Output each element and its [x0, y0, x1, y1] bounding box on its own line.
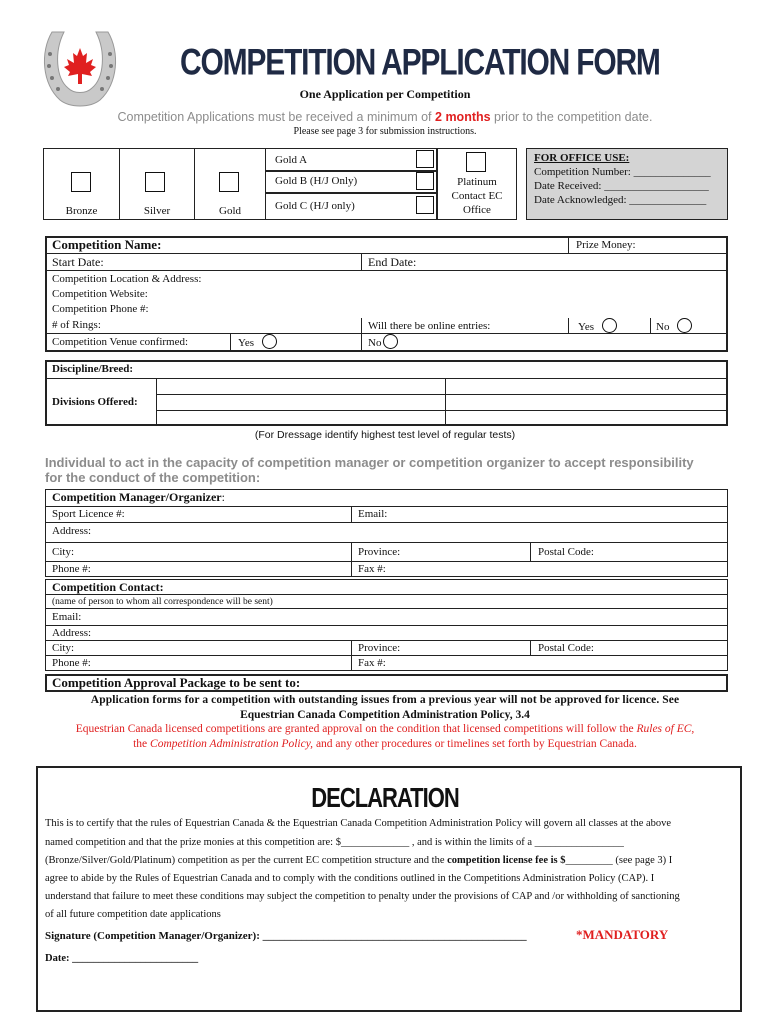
gold-c-label: Gold C (H/J only)	[275, 200, 355, 212]
prize-money-label: Prize Money:	[576, 239, 636, 251]
gold-a-label: Gold A	[275, 154, 308, 166]
divider	[45, 542, 728, 543]
approval-heading: Competition Approval Package to be sent to:	[52, 675, 301, 690]
gold-label: Gold	[219, 205, 241, 217]
manager-city: City:	[52, 546, 75, 558]
licensed-text-2: the	[133, 738, 151, 750]
declaration-line2: named competition and that the prize monies at this competition are: $_____________ , and is within the limits of a _________________	[45, 837, 624, 848]
license-fee-label: competition license fee is $	[447, 855, 566, 866]
discipline-table	[45, 360, 728, 426]
divider	[230, 333, 231, 352]
manager-address: Address:	[52, 525, 92, 537]
contact-city: City:	[52, 642, 75, 654]
manager-intro: Individual to act in the capacity of competition manager or competition organizer to accept responsibility for the conduct of the competition:	[45, 455, 694, 485]
manager-sport-licence: Sport Licence #:	[52, 508, 125, 520]
office-competition-number: Competition Number: ______________	[534, 166, 711, 178]
gold-checkbox[interactable]	[219, 172, 239, 192]
notice-text-end: prior to the competition date.	[490, 110, 653, 124]
submission-notice	[0, 110, 770, 124]
licensed-conditions-line2	[0, 738, 770, 750]
divider	[530, 542, 531, 561]
approval-warning-line2: Equestrian Canada Competition Administration Policy, 3.4	[240, 709, 530, 721]
divider	[445, 378, 446, 426]
manager-heading-text: Competition Manager/Organizer	[52, 490, 222, 504]
manager-heading-colon: :	[221, 490, 225, 504]
manager-province: Province:	[358, 546, 401, 558]
declaration-line3	[45, 854, 672, 867]
divider	[156, 410, 728, 411]
divider	[45, 253, 728, 254]
online-yes-label: Yes	[578, 321, 595, 333]
online-entries-no	[656, 318, 692, 334]
manager-postal-code: Postal Code:	[538, 546, 594, 558]
declaration-line6: of all future competition date applications	[45, 909, 221, 920]
notice-text: Competition Applications must be received a minimum of	[117, 110, 436, 124]
venue-no	[368, 334, 398, 350]
contact-fax: Fax #:	[358, 657, 386, 669]
divider	[45, 378, 728, 379]
divider	[45, 640, 728, 641]
gold-b-label: Gold B (H/J Only)	[275, 175, 358, 187]
website-label: Competition Website:	[52, 288, 148, 300]
online-no-radio[interactable]	[677, 318, 692, 333]
licensed-conditions-line1	[0, 723, 770, 735]
gold-b-checkbox[interactable]	[416, 172, 434, 190]
silver-label: Silver	[143, 205, 171, 217]
contact-note: (name of person to whom all correspondence will be sent)	[52, 597, 273, 607]
rules-of-ec: Rules of EC,	[636, 723, 695, 735]
phone-label: Competition Phone #:	[52, 303, 149, 315]
venue-yes-label: Yes	[238, 337, 255, 349]
divider	[351, 640, 352, 671]
platinum-label-line3: Office	[463, 204, 491, 216]
licensed-text-3: and any other procedures or timelines set forth by Equestrian Canada.	[313, 738, 637, 750]
approval-warning-line1: Application forms for a competition with outstanding issues from a previous year will not be approved for licence. See	[90, 694, 680, 706]
divider	[45, 655, 728, 656]
declaration-line3-text: (Bronze/Silver/Gold/Platinum) competition as per the current EC competition structure and the	[45, 855, 448, 866]
contact-email: Email:	[52, 611, 82, 623]
bronze-label: Bronze	[65, 205, 98, 217]
signature-field[interactable]: Signature (Competition Manager/Organizer): ________________________________________________	[45, 930, 527, 942]
divider	[45, 625, 728, 626]
submission-instructions: Please see page 3 for submission instructions.	[293, 126, 477, 137]
manager-email: Email:	[358, 508, 388, 520]
declaration-title: DECLARATION	[311, 782, 459, 814]
platinum-label-line1: Platinum	[457, 176, 497, 188]
venue-yes-radio[interactable]	[262, 334, 277, 349]
divider	[45, 522, 728, 523]
divider	[45, 594, 728, 595]
online-yes-radio[interactable]	[602, 318, 617, 333]
contact-postal-code: Postal Code:	[538, 642, 594, 654]
cap-policy: Competition Administration Policy,	[150, 738, 314, 750]
declaration-line5: understand that failure to meet these conditions may subject the competition to penalty under the provisions of CAP and /or withholding of sanctioning	[45, 891, 680, 902]
manager-fax: Fax #:	[358, 563, 386, 575]
form-title: COMPETITION APPLICATION FORM	[180, 42, 660, 84]
discipline-note: (For Dressage identify highest test level of regular tests)	[254, 429, 516, 441]
divider	[45, 561, 728, 562]
contact-phone: Phone #:	[52, 657, 91, 669]
office-use-heading: FOR OFFICE USE:	[534, 152, 630, 164]
gold-a-checkbox[interactable]	[416, 150, 434, 168]
declaration-line4: agree to abide by the Rules of Equestrian Canada and to comply with the conditions outlined in the Competitions Administration Policy (CAP). I	[45, 873, 655, 884]
manager-phone: Phone #:	[52, 563, 91, 575]
divider	[361, 318, 362, 352]
end-date-label: End Date:	[368, 255, 417, 269]
divider	[45, 506, 728, 507]
divider	[530, 640, 531, 655]
gold-c-checkbox[interactable]	[416, 196, 434, 214]
office-date-received: Date Received: ___________________	[534, 180, 709, 192]
manager-heading	[52, 491, 225, 504]
divider	[568, 236, 569, 253]
divider	[568, 318, 569, 333]
contact-address: Address:	[52, 627, 92, 639]
divider	[156, 378, 157, 426]
licensed-text: Equestrian Canada licensed competitions are granted approval on the condition that licensed competitions will follow the	[75, 723, 637, 735]
platinum-label-line2: Contact EC	[451, 190, 503, 202]
competition-name-label: Competition Name:	[52, 237, 162, 252]
online-entries-label: Will there be online entries:	[368, 320, 491, 332]
discipline-label: Discipline/Breed:	[52, 363, 134, 375]
venue-confirmed-label: Competition Venue confirmed:	[52, 336, 189, 348]
bronze-checkbox[interactable]	[71, 172, 91, 192]
online-no-label: No	[656, 321, 670, 333]
notice-highlight: 2 months	[435, 110, 491, 124]
location-label: Competition Location & Address:	[52, 273, 202, 285]
venue-no-radio[interactable]	[383, 334, 398, 349]
platinum-checkbox[interactable]	[466, 152, 486, 172]
divider	[156, 394, 728, 395]
divider	[361, 253, 362, 270]
contact-heading: Competition Contact:	[52, 580, 164, 594]
form-subtitle: One Application per Competition	[299, 87, 471, 101]
online-entries-yes	[578, 318, 617, 334]
venue-no-label: No	[368, 337, 382, 349]
divider	[351, 506, 352, 522]
divider	[265, 192, 437, 194]
declaration-line3-end: _________ (see page 3) I	[565, 855, 673, 866]
mandatory-label: *MANDATORY	[576, 927, 669, 942]
divider	[650, 318, 651, 333]
declaration-line1: This is to certify that the rules of Equestrian Canada & the Equestrian Canada Competition Administration Policy will govern all classes at the above	[45, 818, 672, 829]
rings-label: # of Rings:	[52, 319, 101, 331]
venue-yes	[238, 334, 277, 350]
office-date-acknowledged: Date Acknowledged: ______________	[534, 194, 707, 206]
silver-checkbox[interactable]	[145, 172, 165, 192]
divisions-label: Divisions Offered:	[52, 396, 138, 408]
divider	[265, 170, 437, 172]
date-field[interactable]: Date: ________________________	[45, 953, 199, 964]
start-date-label: Start Date:	[52, 255, 104, 269]
contact-province: Province:	[358, 642, 401, 654]
divider	[45, 270, 728, 271]
divider	[351, 542, 352, 577]
